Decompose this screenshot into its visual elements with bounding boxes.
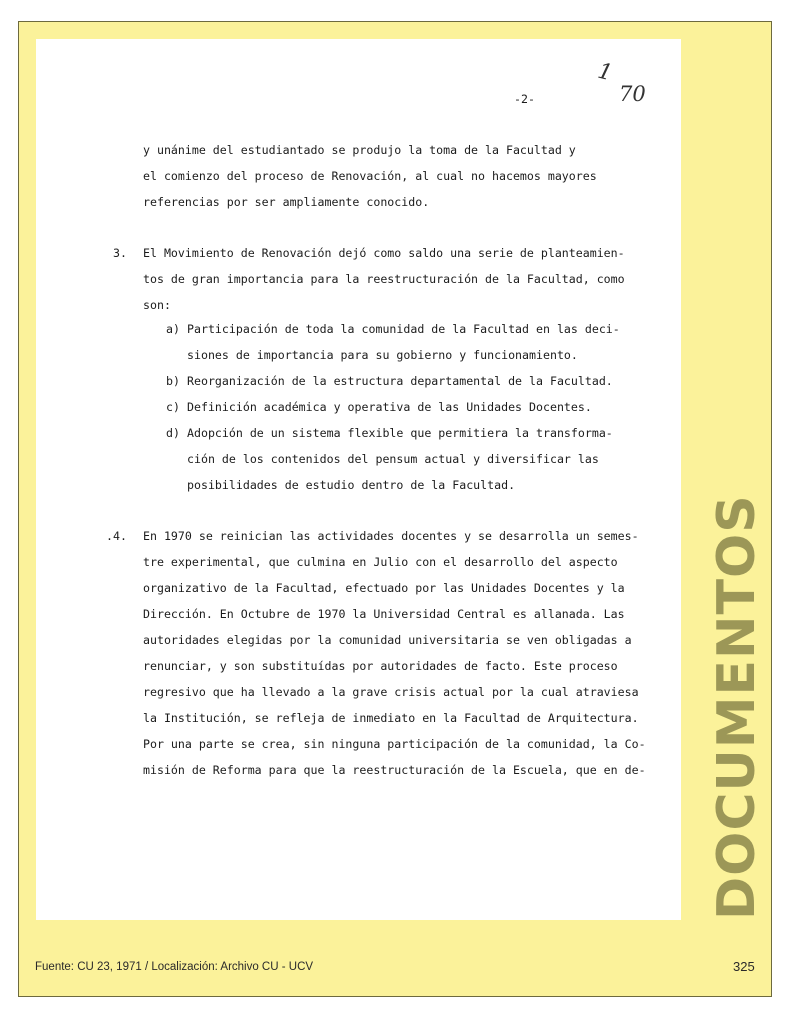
page-marker: -2- [514,92,535,106]
list-label: b) [166,374,180,388]
text-line: posibilidades de estudio dentro de la Facultad. [187,478,516,492]
text-line: son: [143,298,171,312]
handwritten-number: 70 [619,82,646,106]
text-line: el comienzo del proceso de Renovación, al cual no hacemos mayores [143,169,597,183]
handwritten-mark: 1 [595,58,615,87]
list-label: a) [166,322,180,336]
text-line: la Institución, se refleja de inmediato en la Facultad de Arquitectura. [143,711,639,725]
section-3-paragraph [143,240,625,318]
text-line: El Movimiento de Renovación dejó como saldo una serie de planteamien- [143,246,625,260]
list-item [187,394,592,420]
text-line: autoridades elegidas por la comunidad universitaria se ven obligadas a [143,633,632,647]
list-label: d) [166,426,180,440]
section-4-paragraph [143,523,646,783]
text-line: siones de importancia para su gobierno y funcionamiento. [187,348,578,362]
text-line: y unánime del estudiantado se produjo la toma de la Facultad y [143,143,576,157]
list-item [187,316,620,368]
list-item [187,420,613,498]
text-line: misión de Reforma para que la reestructuración de la Escuela, que en de- [143,763,646,777]
text-line: Reorganización de la estructura departamental de la Facultad. [187,374,613,388]
text-line: Participación de toda la comunidad de la Facultad en las deci- [187,322,620,336]
text-line: referencias por ser ampliamente conocido. [143,195,430,209]
text-line: En 1970 se reinician las actividades docentes y se desarrolla un semes- [143,529,639,543]
list-item [187,368,613,394]
text-line: tre experimental, que culmina en Julio con el desarrollo del aspecto [143,555,618,569]
text-line: regresivo que ha llevado a la grave crisis actual por la cual atraviesa [143,685,639,699]
text-line: organizativo de la Facultad, efectuado por las Unidades Docentes y la [143,581,625,595]
side-title: DOCUMENTOS [707,494,767,920]
text-line: tos de gran importancia para la reestructuración de la Facultad, como [143,272,625,286]
page-number: 325 [733,959,755,974]
text-line: Por una parte se crea, sin ninguna participación de la comunidad, la Co- [143,737,646,751]
footer-source: Fuente: CU 23, 1971 / Localización: Archivo CU - UCV [35,961,314,973]
text-line: Adopción de un sistema flexible que permitiera la transforma- [187,426,613,440]
list-label: c) [166,400,180,414]
text-line: renunciar, y son substituídas por autoridades de facto. Este proceso [143,659,618,673]
intro-paragraph [143,137,597,215]
section-number: 3. [113,246,127,260]
text-line: Dirección. En Octubre de 1970 la Universidad Central es allanada. Las [143,607,625,621]
text-line: Definición académica y operativa de las Unidades Docentes. [187,400,592,414]
section-number: .4. [106,529,127,543]
text-line: ción de los contenidos del pensum actual y diversificar las [187,452,599,466]
